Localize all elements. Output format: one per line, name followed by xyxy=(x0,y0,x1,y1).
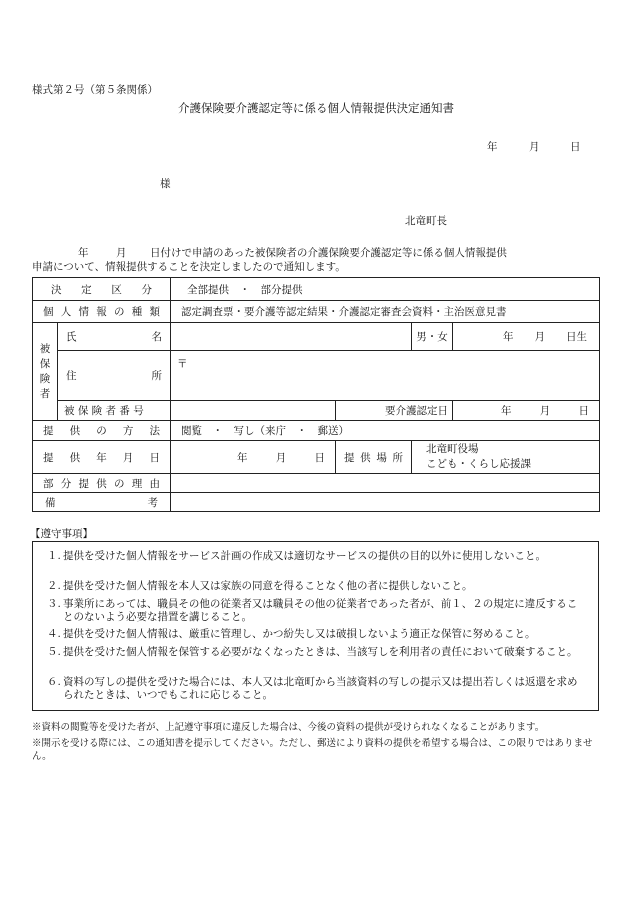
sex-value: 男・女 xyxy=(412,323,453,351)
provide-date-year: 年 xyxy=(237,451,248,464)
row-provide-date xyxy=(33,441,600,474)
address-value xyxy=(171,351,600,401)
care-date-month: 月 xyxy=(539,405,551,417)
provide-date-month: 月 xyxy=(275,451,287,464)
row-insured-number xyxy=(33,401,600,421)
row-remarks xyxy=(33,493,600,512)
care-date-year: 年 xyxy=(501,405,512,417)
care-date xyxy=(453,401,600,421)
form-number: 様式第２号（第５条関係） xyxy=(32,84,158,96)
row-partial-reason xyxy=(33,474,600,493)
insured-label: 被 保 険 者 xyxy=(33,323,58,421)
row-method xyxy=(33,421,600,441)
birth-suffix: 日生 xyxy=(566,331,587,343)
remarks-value xyxy=(171,493,600,512)
rules-heading: 【遵守事項】 xyxy=(30,528,93,540)
insured-number-value xyxy=(171,401,336,421)
row-name xyxy=(33,323,600,351)
rule-item: ６. 資料の写しの提供を受けた場合には、本人又は北竜町から当該資料の写しの提示又は提出若しくは返還を求められたときは、いつでもこれに応じること。 xyxy=(47,676,578,701)
document-title: 介護保険要介護認定等に係る個人情報提供決定通知書 xyxy=(178,101,454,115)
partial-reason-label: 部 分 提 供 の 理 由 xyxy=(33,474,171,493)
recipient-suffix: 様 xyxy=(160,178,171,190)
birth-month: 月 xyxy=(534,331,545,343)
method-value: 閲覧 ・ 写し（来庁 ・ 郵送） xyxy=(171,421,600,441)
info-table xyxy=(32,277,600,512)
footnote: ※資料の閲覧等を受けた者が、上記遵守事項に違反した場合は、今後の資料の提供が受けられなくなることがあります。 xyxy=(32,722,545,733)
postal-mark: 〒 xyxy=(177,358,188,370)
remarks-label: 備 考 xyxy=(33,493,171,512)
care-date-label: 要介護認定日 xyxy=(336,401,453,421)
provide-date-label: 提 供 年 月 日 xyxy=(33,441,171,474)
row-decision xyxy=(33,278,600,301)
partial-reason-value xyxy=(171,474,600,493)
place-line2: こども・くらし応援課 xyxy=(426,458,531,470)
rule-item: ２. 提供を受けた個人情報を本人又は家族の同意を得ることなく他の者に提供しないこと。 xyxy=(47,580,473,592)
place-label: 提 供 場 所 xyxy=(336,441,412,474)
intro-line1: 日付けで申請のあった被保険者の介護保険要介護認定等に係る個人情報提供 xyxy=(150,247,507,259)
decision-value: 全部提供 ・ 部分提供 xyxy=(171,278,600,301)
provide-date-day: 日 xyxy=(314,451,325,464)
row-info-type xyxy=(33,301,600,323)
place-value xyxy=(412,441,600,474)
provide-date xyxy=(171,441,336,474)
info-type-label: 個 人 情 報 の 種 類 xyxy=(33,301,171,323)
issue-date-year: 年 xyxy=(487,141,498,153)
address-label: 住 所 xyxy=(58,351,171,401)
birth-year: 年 xyxy=(503,331,514,343)
rule-item: ５. 提供を受けた個人情報を保管する必要がなくなったときは、当該写しを利用者の責任において破棄すること。 xyxy=(47,646,578,658)
intro-month: 月 xyxy=(116,247,127,259)
place-line1: 北竜町役場 xyxy=(426,443,479,455)
issue-date-month: 月 xyxy=(529,141,540,153)
intro-line2: 申請について、情報提供することを決定しましたので通知します。 xyxy=(32,261,346,273)
info-type-value: 認定調査票・要介護等認定結果・介護認定審査会資料・主治医意見書 xyxy=(171,301,600,323)
method-label: 提 供 の 方 法 xyxy=(33,421,171,441)
birth-date xyxy=(453,323,600,351)
decision-label: 決 定 区 分 xyxy=(33,278,171,301)
rule-item: １. 提供を受けた個人情報をサービス計画の作成又は適切なサービスの提供の目的以外に使用しないこと。 xyxy=(47,550,546,562)
care-date-day: 日 xyxy=(578,405,589,417)
issuer-name: 北竜町長 xyxy=(405,215,447,227)
issue-date-day: 日 xyxy=(570,141,581,153)
name-label: 氏 名 xyxy=(58,323,171,351)
rule-item: ４. 提供を受けた個人情報は、厳重に管理し、かつ紛失し又は破損しないよう適正な保管に努めること。 xyxy=(47,628,536,640)
intro-year: 年 xyxy=(78,247,89,259)
rule-item: ３. 事業所にあっては、職員その他の従業者又は職員その他の従業者であった者が、前１、２の規定に違反することのないよう必要な措置を講じること。 xyxy=(47,598,578,623)
footnote: ※開示を受ける際には、この通知書を提示してください。ただし、郵送により資料の提供を希望する場合は、この限りではありません。 xyxy=(32,738,593,762)
insured-number-label: 被 保 険 者 番 号 xyxy=(58,401,171,421)
row-address xyxy=(33,351,600,401)
name-value xyxy=(171,323,412,351)
rules-box xyxy=(32,541,599,711)
